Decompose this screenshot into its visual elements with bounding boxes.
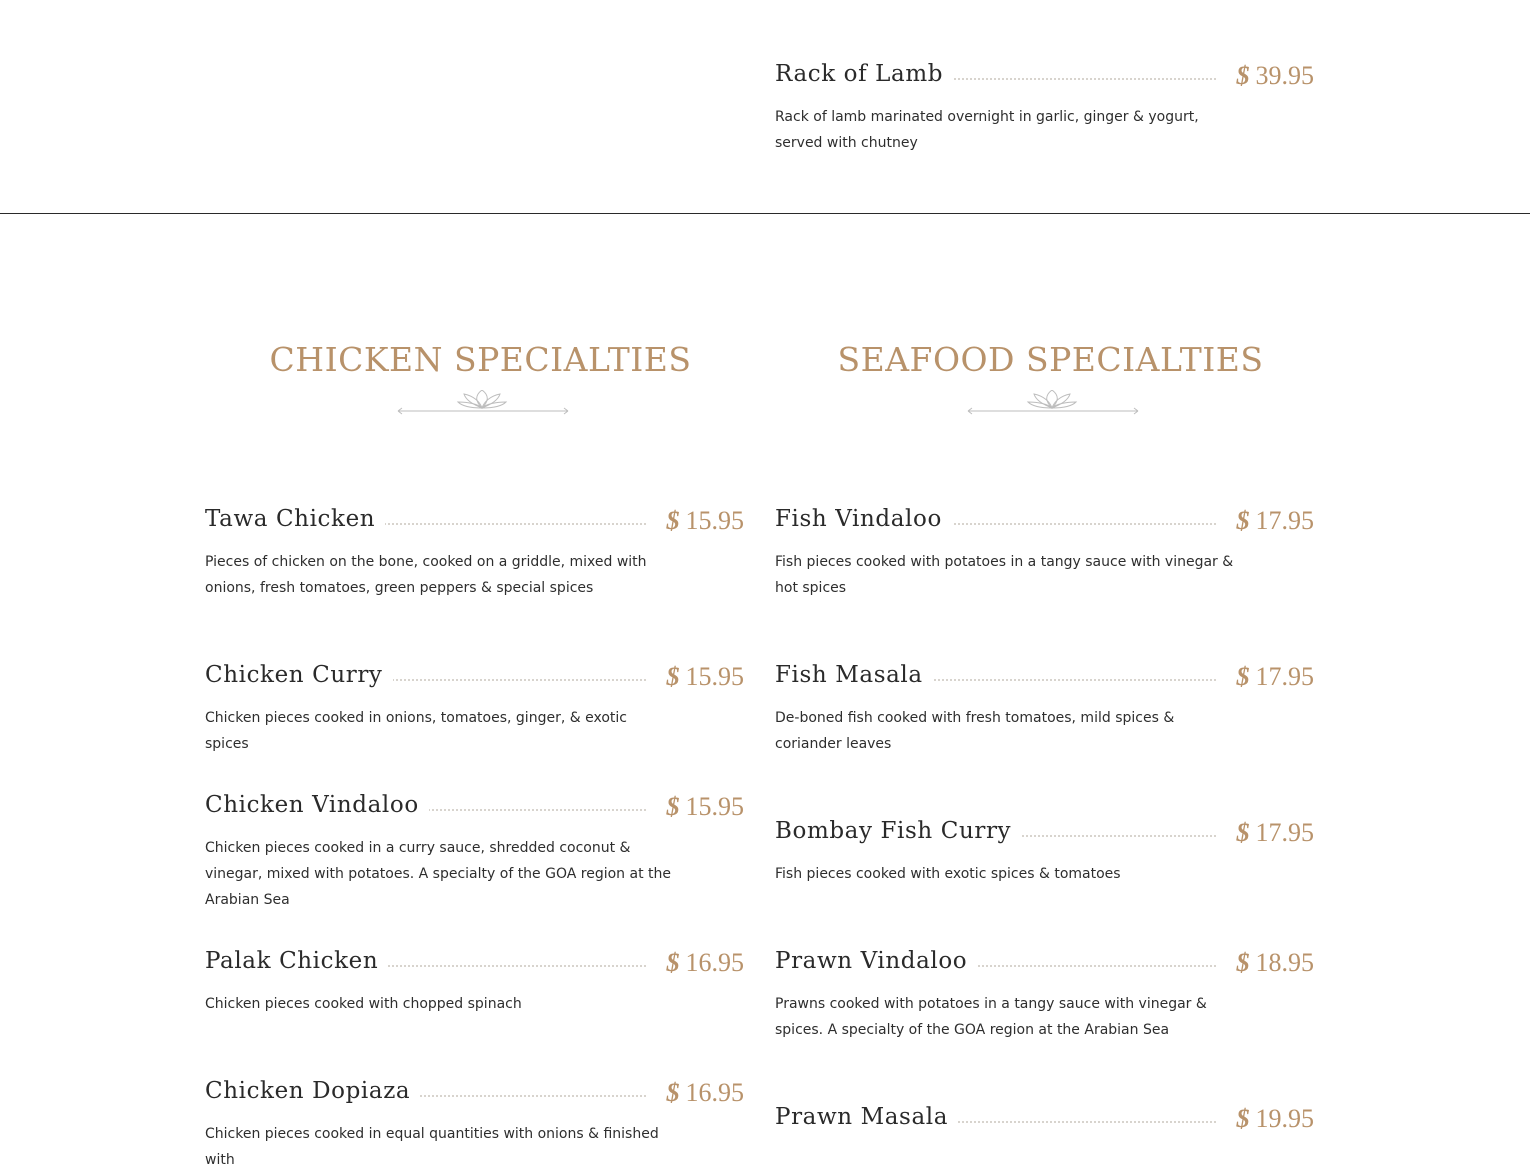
- item-description: Chicken pieces cooked with chopped spinach: [205, 996, 522, 1012]
- item-description: Fish pieces cooked with exotic spices & tomatoes: [775, 866, 1121, 882]
- item-price: $ 17.95: [1225, 815, 1315, 851]
- menu-item-chicken-dopiaza: [205, 1073, 744, 1173]
- item-price: $ 17.95: [1225, 503, 1315, 539]
- item-name: Prawn Masala: [775, 1099, 958, 1135]
- item-price: $ 16.95: [655, 945, 745, 981]
- item-name: Fish Masala: [775, 657, 933, 693]
- item-price: $ 15.95: [655, 789, 745, 825]
- item-price: $ 19.95: [1225, 1101, 1315, 1137]
- item-name: Palak Chicken: [205, 943, 388, 979]
- item-description: Chicken pieces cooked in equal quantities with onions & finished with: [205, 1126, 659, 1168]
- item-name: Rack of Lamb: [775, 56, 953, 92]
- menu-item-chicken-curry: [205, 657, 744, 757]
- item-description: Prawns cooked with potatoes in a tangy sauce with vinegar & spices. A specialty of the GOA region at the Arabian Sea: [775, 996, 1207, 1038]
- menu-item-fish-masala: [775, 657, 1314, 757]
- item-description: Rack of lamb marinated overnight in garlic, ginger & yogurt, served with chutney: [775, 109, 1199, 151]
- section-divider: [0, 213, 1530, 214]
- lotus-flourish-icon: [962, 390, 1142, 418]
- item-name: Tawa Chicken: [205, 501, 385, 537]
- item-price: $ 39.95: [1225, 58, 1315, 94]
- item-description: Fish pieces cooked with potatoes in a tangy sauce with vinegar & hot spices: [775, 554, 1234, 596]
- menu-item-chicken-vindaloo: [205, 787, 744, 913]
- item-name: Prawn Vindaloo: [775, 943, 977, 979]
- lamb-section: [0, 0, 1530, 214]
- menu-item-prawn-masala: [775, 1099, 1314, 1139]
- item-name: Chicken Dopiaza: [205, 1073, 420, 1109]
- item-description: Chicken pieces cooked in onions, tomatoes, ginger, & exotic spices: [205, 710, 627, 752]
- item-description: Pieces of chicken on the bone, cooked on a griddle, mixed with onions, fresh tomatoes, green peppers & special spices: [205, 554, 647, 596]
- chicken-section-title: CHICKEN SPECIALTIES: [269, 340, 692, 379]
- item-price: $ 15.95: [655, 503, 745, 539]
- item-price: $ 15.95: [655, 659, 745, 695]
- menu-item-prawn-vindaloo: [775, 943, 1314, 1043]
- item-name: Bombay Fish Curry: [775, 813, 1021, 849]
- menu-item-rack-of-lamb: [775, 56, 1314, 156]
- seafood-section-title: SEAFOOD SPECIALTIES: [837, 340, 1264, 379]
- menu-item-fish-vindaloo: [775, 501, 1314, 601]
- item-name: Fish Vindaloo: [775, 501, 952, 537]
- lotus-flourish-icon: [392, 390, 572, 418]
- item-price: $ 16.95: [655, 1075, 745, 1111]
- menu-item-palak-chicken: [205, 943, 744, 1017]
- item-description: Chicken pieces cooked in a curry sauce, shredded coconut & vinegar, mixed with potatoes. A specialty of the GOA region at the Arabian Sea: [205, 840, 671, 908]
- item-name: Chicken Vindaloo: [205, 787, 429, 823]
- item-price: $ 17.95: [1225, 659, 1315, 695]
- menu-item-tawa-chicken: [205, 501, 744, 601]
- item-name: Chicken Curry: [205, 657, 393, 693]
- item-description: De-boned fish cooked with fresh tomatoes, mild spices & coriander leaves: [775, 710, 1175, 752]
- item-price: $ 18.95: [1225, 945, 1315, 981]
- menu-item-bombay-fish-curry: [775, 813, 1314, 887]
